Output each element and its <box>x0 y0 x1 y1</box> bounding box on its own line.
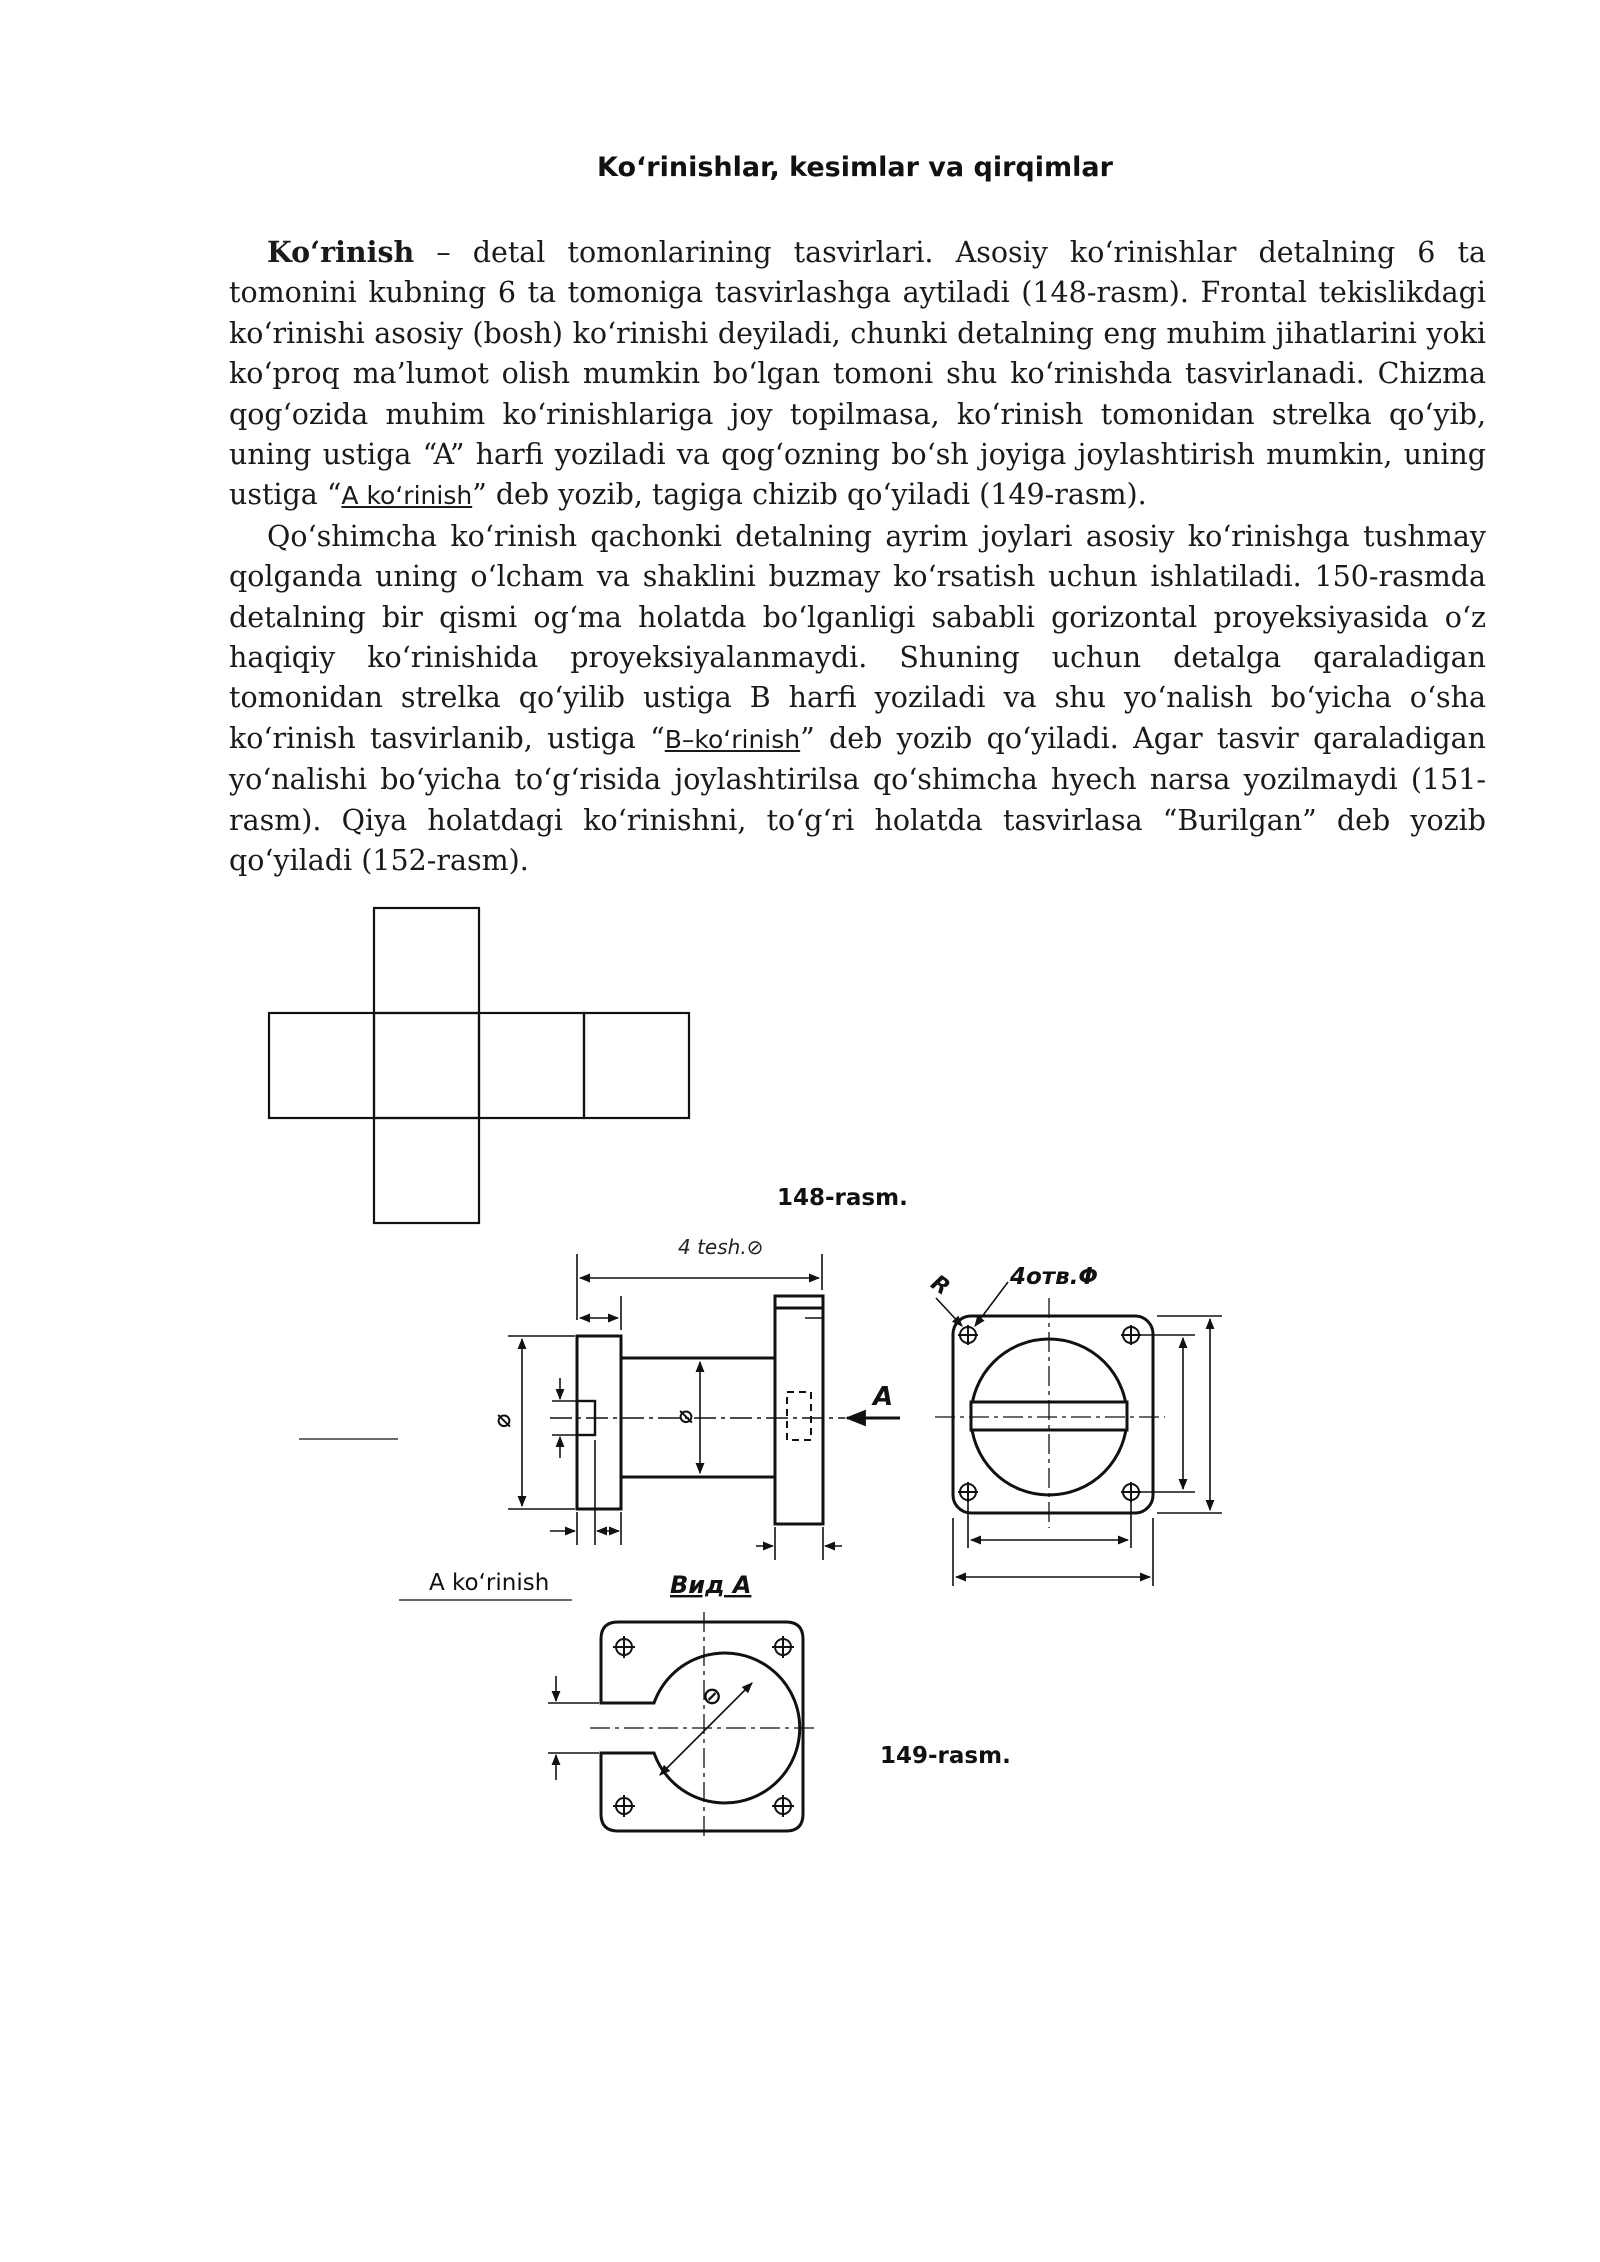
view-label-uz: A ko‘rinish <box>429 1570 550 1596</box>
paragraph-2-text-b: ” deb yozib qo‘yiladi. Agar tasvir qaraladigan yo‘nalishi bo‘yicha to‘g‘risida joylashtirilsa qo‘shimcha hyech narsa yozilmaydi (151-rasm). Qiya holatdagi ko‘rinishni, to‘g‘ri holatda tasvirlasa “Burilgan” deb yozib qo‘yiladi (152-rasm). <box>229 721 1486 878</box>
diameter-symbols <box>488 1410 698 1428</box>
view-a-drawing <box>601 1622 803 1831</box>
paragraph-1-text-a: – detal tomonlarining tasvirlari. Asosiy ko‘rinishlar detalning 6 ta tomonini kubning 6 ta tomoniga tasvirlashga aytiladi (148-rasm). Frontal tekislikdagi ko‘rinishi asosiy (bosh) ko‘rinishi deyiladi, chunki detalning eng muhim jihatlarini yoki ko‘proq ma’lumot olish mumkin bo‘lgan tomoni shu ko‘rinishda tasvirlanadi. Chizma qog‘ozida muhim ko‘rinishlariga joy topilmasa, ko‘rinish tomonidan strelka qo‘yib, uning ustiga “A” harfi yoziladi va qog‘ozning bo‘sh joyiga joylashtirish mumkin, uning ustiga “ <box>229 236 1486 512</box>
side-view <box>953 1316 1153 1513</box>
view-arrow-a <box>847 1382 900 1418</box>
figure-148-caption: 148-rasm. <box>777 1185 908 1211</box>
page-title: Ko‘rinishlar, kesimlar va qirqimlar <box>597 152 1113 183</box>
view-a-diameter-symbol: ⊘ <box>702 1682 723 1710</box>
radius-label: R <box>925 1270 955 1301</box>
paragraph-2-text-a: Qo‘shimcha ko‘rinish qachonki detalning ayrim joylari asosiy ko‘rinishga tushmay qolganda uning o‘lcham va shaklini buzmay ko‘rsatish uchun ishlatiladi. 150-rasmda detalning bir qismi og‘ma holatda bo‘lganligi sababli gorizontal proyeksiyasida o‘z haqiqiy ko‘rinishida proyeksiyalanmaydi. Shuning uchun detalga qaraladigan tomonidan strelka qo‘yilib ustiga B harfi yoziladi va shu yo‘nalish bo‘yicha o‘sha ko‘rinish tasvirlanib, ustiga “ <box>229 519 1486 755</box>
view-label-ru: Вид А <box>670 1571 752 1599</box>
underlined-a-korinish: A ko‘rinish <box>341 481 473 511</box>
svg-text:⌀: ⌀ <box>488 1413 516 1428</box>
term-korinish: Ko‘rinish <box>267 235 415 269</box>
figure-149-caption: 149-rasm. <box>880 1743 1011 1769</box>
holes-label: 4 tesh.⊘ <box>678 1235 764 1259</box>
svg-text:⌀: ⌀ <box>670 1409 698 1424</box>
holes-label-ru: 4отв.Φ <box>1010 1264 1098 1290</box>
paragraph-1-text-b: ” deb yozib, tagiga chizib qo‘yiladi (149-rasm). <box>472 478 1147 512</box>
underlined-b-korinish: B–ko‘rinish <box>664 724 801 754</box>
side-view-dimensions <box>936 1282 1222 1586</box>
svg-text:A: A <box>873 1382 894 1412</box>
